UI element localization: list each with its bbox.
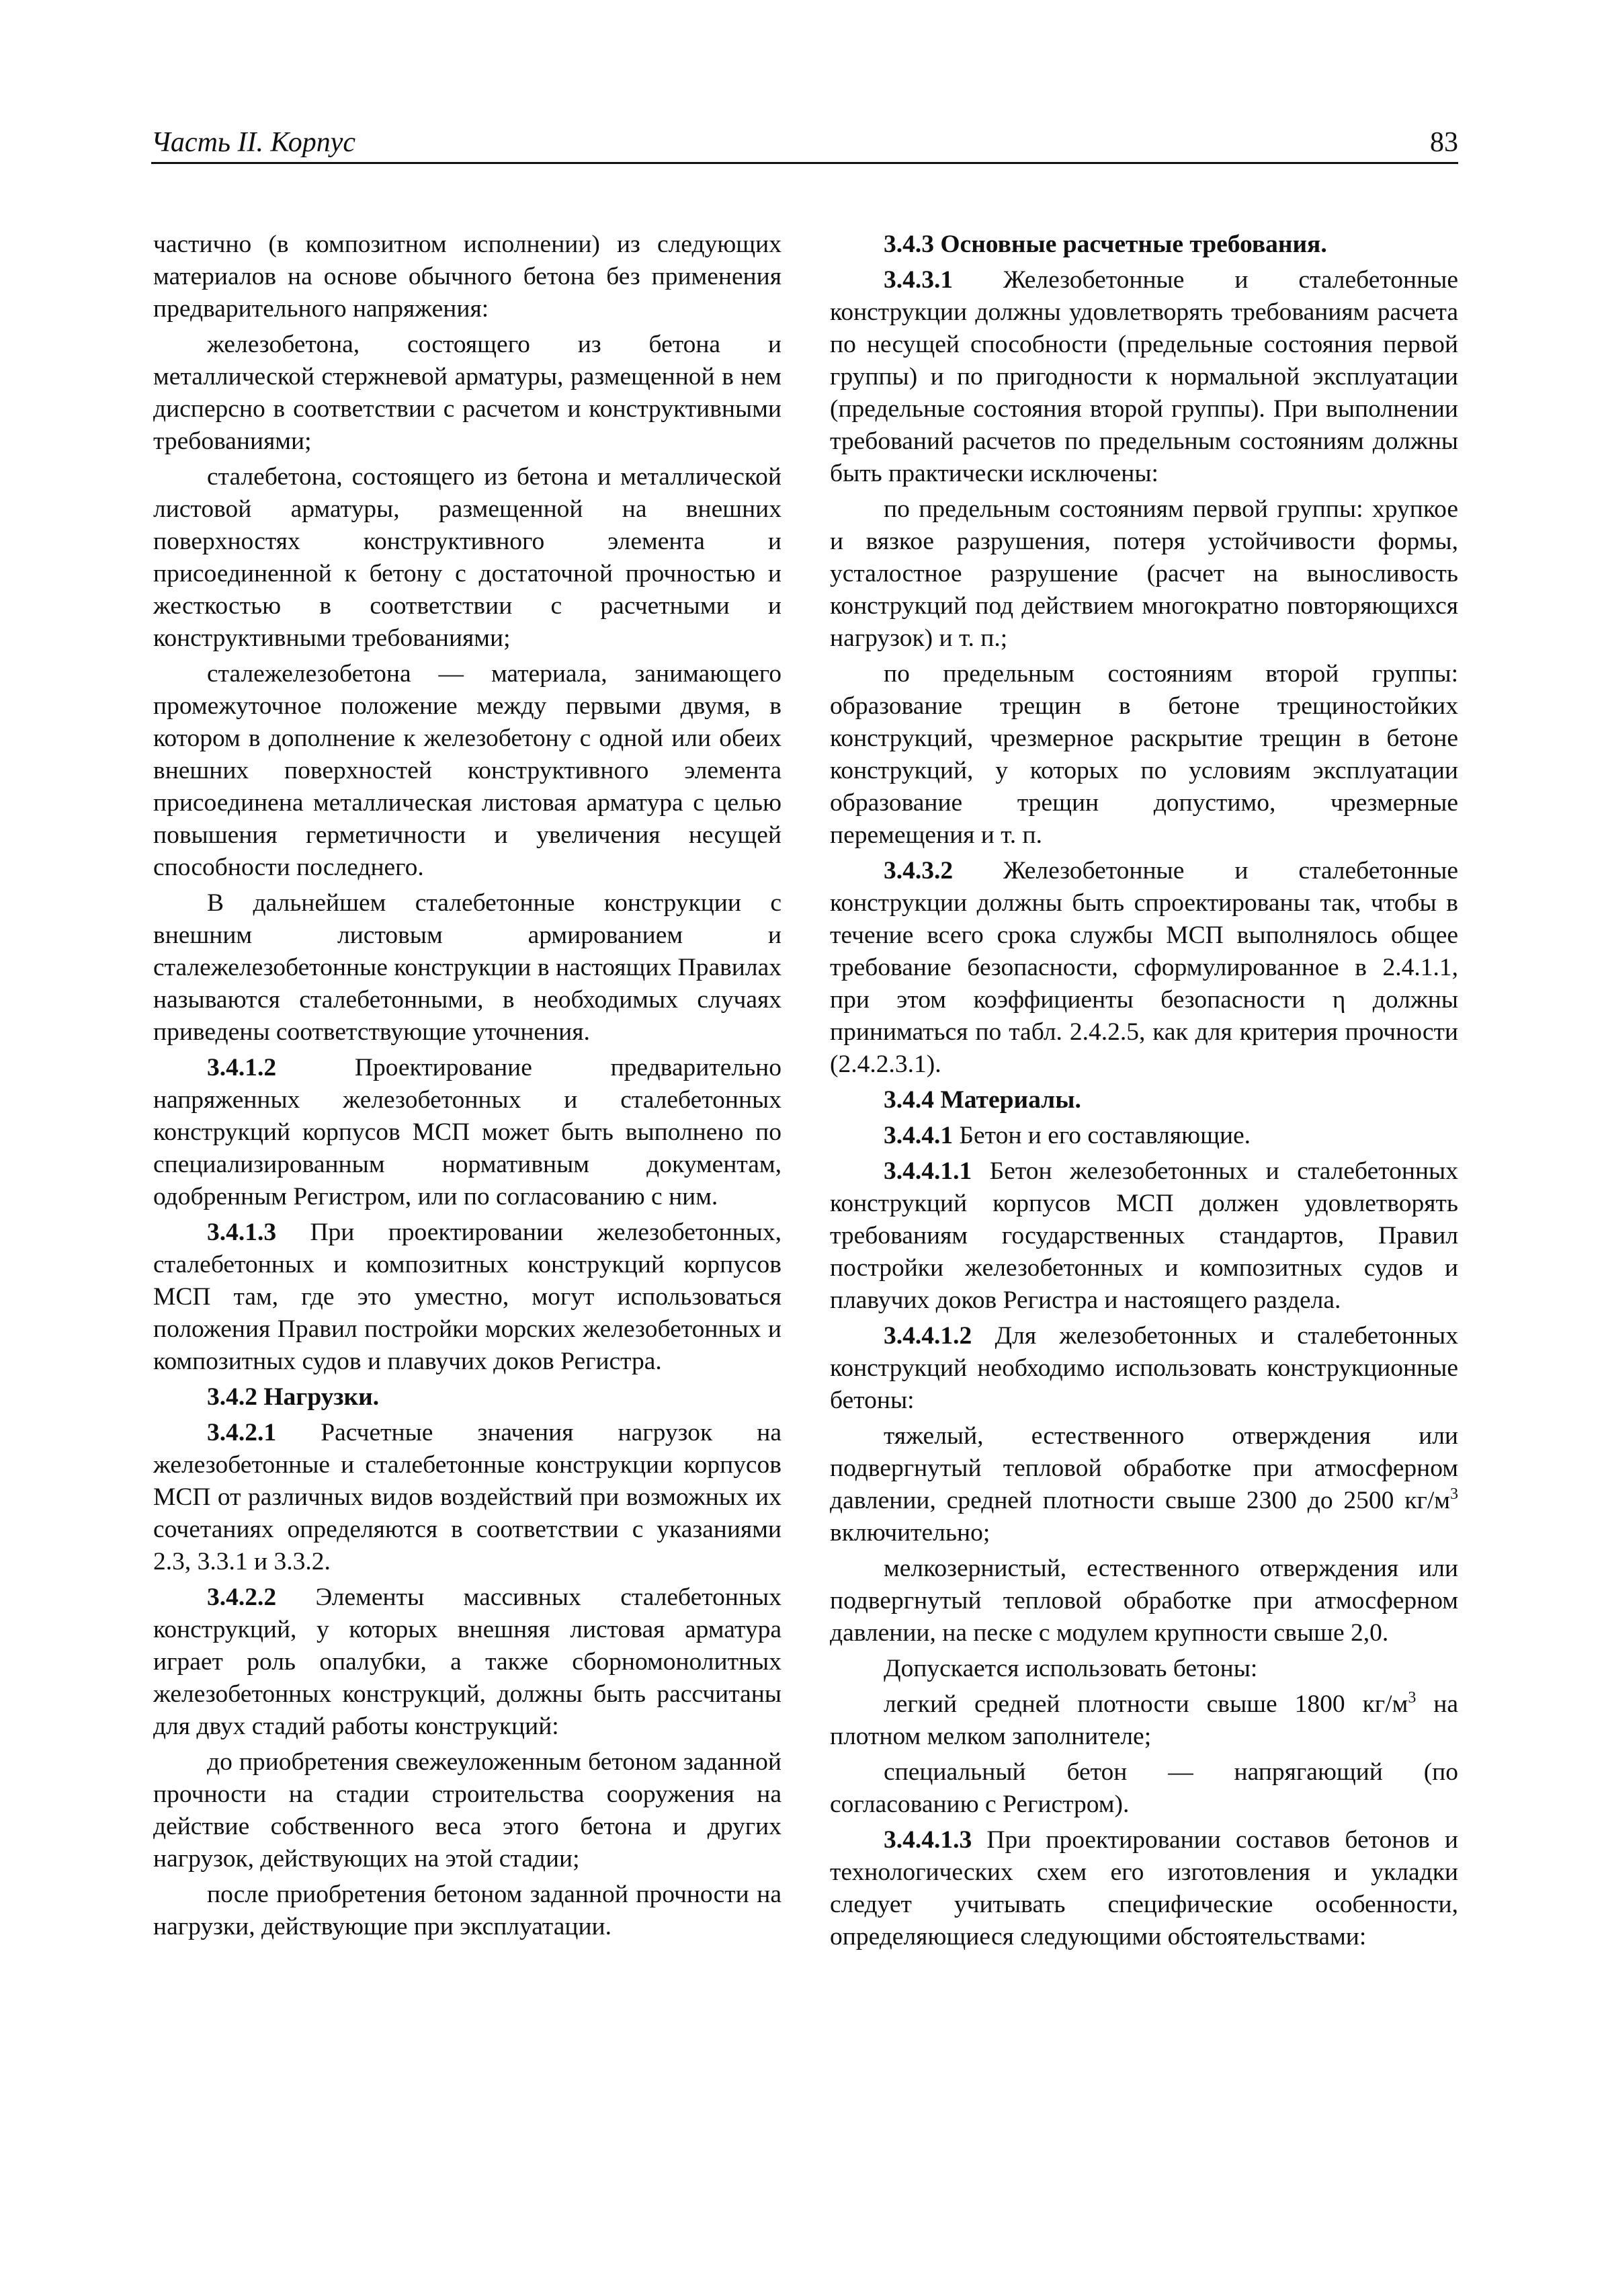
paragraph: В дальнейшем сталебетонные конструкции с внешним листовым армированием и сталежелезобетонные конструкции в настоящих Правилах называются сталебетонными, в необходимых случаях приведены соответствующие уточнения. — [153, 889, 782, 1046]
section-text: Для железобетонных и сталебетонных конструкций необходимо использовать конструкционные бетоны: — [830, 1322, 1458, 1414]
paragraph: по предельным состояниям второй группы: образование трещин в бетоне трещиностойких конструкций, чрезмерное раскрытие трещин в бетоне конструкций, у которых по условиям эксплуатации образование трещин допустимо, чрезмерные перемещения и т. п. — [830, 660, 1458, 849]
superscript: 3 — [1408, 1689, 1417, 1707]
paragraph-heavy-concrete — [830, 1420, 1458, 1549]
section-text: Проектирование предварительно напряженных железобетонных и сталебетонных конструкций корпусов МСП может быть выполнено по специализированным нормативным документам, одобренным Регистром, или по согласованию с ним. — [153, 1054, 782, 1211]
paragraph: сталежелезобетона — материала, занимающего промежуточное положение между первыми двумя, в котором в дополнение к железобетону с одной или обеих внешних поверхностей конструктивного элемента присоединена металлическая листовая арматура с целью повышения герметичности и увеличения несущей способности последнего. — [153, 660, 782, 881]
section-text: Расчетные значения нагрузок на железобетонные и сталебетонные конструкции корпусов МСП от различных видов воздействий при возможных их сочетаниях определяются в соответствии с указаниями 2.3, 3.3.1 и 3.3.2. — [153, 1419, 782, 1575]
text: тяжелый, естественного отверждения или подвергнутый тепловой обработке при атмосферном давлении, средней плотности свыше 2300 до 2500 кг/м — [830, 1422, 1458, 1514]
section-3-4-3-1 — [830, 264, 1458, 490]
section-3-4-1-2 — [153, 1052, 782, 1213]
section-3-4-4-1 — [830, 1120, 1458, 1152]
paragraph: железобетона, состоящего из бетона и металлической стержневой арматуры, размещенной в нем дисперсно в соответствии с расчетом и конструктивными требованиями; — [153, 331, 782, 455]
section-text: Элементы массивных сталебетонных конструкций, у которых внешняя листовая арматура играет роль опалубки, а также сборномонолитных железобетонных конструкций, должны быть рассчитаны для двух стадий работы конструкций: — [153, 1584, 782, 1740]
section-number: 3.4.1.2 — [207, 1054, 277, 1081]
section-number: 3.4.3.1 — [884, 266, 954, 294]
text: включительно; — [830, 1519, 990, 1547]
text: на плотном мелком заполнителе; — [830, 1690, 1459, 1750]
paragraph: специальный бетон — напрягающий (по согласованию с Регистром). — [830, 1758, 1458, 1818]
section-number: 3.4.3.2 — [884, 857, 954, 885]
heading-3-4-2: 3.4.2 Нагрузки. — [207, 1383, 380, 1411]
section-3-4-3-2 — [830, 855, 1458, 1081]
section-3-4-1-3 — [153, 1217, 782, 1378]
section-3-4-2-1 — [153, 1417, 782, 1578]
paragraph-light-concrete — [830, 1688, 1458, 1753]
paragraph: до приобретения свежеуложенным бетоном заданной прочности на стадии строительства сооружения на действие собственного веса этого бетона и других нагрузок, действующих на этой стадии; — [153, 1748, 782, 1873]
heading-3-4-3: 3.4.3 Основные расчетные требования. — [884, 231, 1327, 258]
page-number: 83 — [1430, 127, 1458, 158]
section-text: При проектировании составов бетонов и технологических схем его изготовления и укладки следует учитывать специфические особенности, определяющиеся следующими обстоятельствами: — [830, 1826, 1458, 1951]
paragraph: Допускается использовать бетоны: — [884, 1655, 1258, 1682]
section-number: 3.4.4.1.3 — [884, 1826, 972, 1854]
section-text: Железобетонные и сталебетонные конструкции должны удовлетворять требованиям расчета по несущей способности (предельные состояния первой группы) и по пригодности к нормальной эксплуатации (предельные состояния второй группы). При выполнении требований расчетов по предельным состояниям должны быть практически исключены: — [830, 266, 1458, 487]
paragraph: после приобретения бетоном заданной прочности на нагрузки, действующие при эксплуатации. — [153, 1881, 782, 1940]
paragraph: по предельным состояниям первой группы: хрупкое и вязкое разрушения, потеря устойчивости формы, усталостное разрушение (расчет на выносливость конструкций под действием многократно повторяющихся нагрузок) и т. п.; — [830, 495, 1458, 652]
text: легкий средней плотности свыше 1800 кг/м — [884, 1690, 1408, 1718]
section-number: 3.4.4.1.2 — [884, 1322, 972, 1350]
section-number: 3.4.1.3 — [207, 1219, 277, 1246]
paragraph: сталебетона, состоящего из бетона и металлической листовой арматуры, размещенной на внешних поверхностях конструктивного элемента и присоединенной к бетону с достаточной прочностью и жесткостью в соответствии с расчетными и конструктивными требованиями; — [153, 463, 782, 652]
section-number: 3.4.4.1 — [884, 1122, 954, 1149]
section-3-4-4-1-1 — [830, 1155, 1458, 1317]
heading-3-4-4: 3.4.4 Материалы. — [884, 1086, 1081, 1114]
header-title: Часть II. Корпус — [151, 127, 356, 158]
section-3-4-4-1-2 — [830, 1320, 1458, 1417]
section-number: 3.4.2.2 — [207, 1584, 277, 1611]
section-3-4-4-1-3 — [830, 1824, 1458, 1953]
paragraph: частично (в композитном исполнении) из следующих материалов на основе обычного бетона без применения предварительного напряжения: — [153, 231, 782, 323]
section-text: При проектировании железобетонных, сталебетонных и композитных конструкций корпусов МСП там, где это уместно, могут использоваться положения Правил постройки морских железобетонных и композитных судов и плавучих доков Регистра. — [153, 1219, 782, 1375]
section-number: 3.4.2.1 — [207, 1419, 277, 1446]
section-text: Бетон железобетонных и сталебетонных конструкций корпусов МСП должен удовлетворять требованиям государственных стандартов, Правил постройки железобетонных и композитных судов и плавучих доков Регистра и настоящего раздела. — [830, 1157, 1458, 1314]
section-text: Железобетонные и сталебетонные конструкции должны быть спроектированы так, чтобы в течение всего срока службы МСП выполнялось общее требование безопасности, сформулированное в 2.4.1.1, при этом коэффициенты безопасности η должны приниматься по табл. 2.4.2.5, как для критерия прочности (2.4.2.3.1). — [830, 857, 1458, 1078]
running-header — [151, 122, 1458, 163]
paragraph: мелкозернистый, естественного отверждения или подвергнутый тепловой обработке при атмосферном давлении, на песке с модулем крупности свыше 2,0. — [830, 1555, 1458, 1647]
section-text: Бетон и его составляющие. — [953, 1122, 1251, 1149]
header-rule — [151, 162, 1458, 164]
right-column — [830, 229, 1458, 1957]
section-3-4-2-2 — [153, 1582, 782, 1743]
superscript: 3 — [1450, 1485, 1458, 1503]
left-column — [153, 229, 782, 1946]
section-number: 3.4.4.1.1 — [884, 1157, 972, 1185]
